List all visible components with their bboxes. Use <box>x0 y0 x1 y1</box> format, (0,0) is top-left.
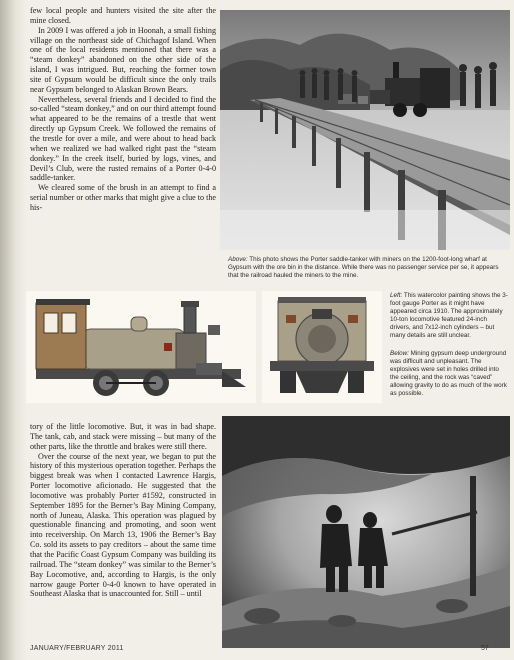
paragraph: Nevertheless, several friends and I decided to find the so-called “steam donkey,” and on our third attempt found what appeared to be the remains of a trestle that went directly up Gypsum Creek. We followed the remains of the trestle for over a mile, and were about to head back when we realized we had walked right past the “steam donkey.” In the creek itself, buried by logs, vines, and Devil’s Club, were the rusted remains of a Porter 0-4-0 saddle-tanker. <box>30 94 216 183</box>
underground-mining-photo <box>222 416 510 648</box>
caption-lead: Below: <box>390 350 409 357</box>
locomotive-side-painting <box>26 291 256 403</box>
paragraph: We cleared some of the brush in an attempt to find a serial number or other marks that might give a clue to the his- <box>30 183 216 212</box>
caption-below <box>390 350 508 399</box>
paragraph: tory of the little locomotive. But, it was in bad shape. The tank, cab, and stack were missing – but many of the other parts, like the throttle and brakes were still there. <box>30 422 216 451</box>
binding-shadow <box>0 0 26 660</box>
caption-lead: Above: <box>228 256 248 263</box>
wharf-locomotive-photo <box>220 10 510 250</box>
caption-above <box>228 256 508 280</box>
caption-lead: Left: <box>390 292 403 299</box>
locomotive-front-painting <box>262 291 382 403</box>
article-column-1 <box>30 6 216 213</box>
paragraph: In 2009 I was offered a job in Hoonah, a small fishing village on the northeast side of Chichagof Island. When one of the local residents mentioned that there was a “steam donkey” abandoned on the other side of the island, I was intrigued. But, reaching the former town site of Gypsum would be difficult since the only trails near Gypsum belonged to Alaskan Brown Bears. <box>30 25 216 94</box>
article-column-2 <box>30 422 216 599</box>
caption-left <box>390 292 508 341</box>
page-number: 57 <box>481 645 489 652</box>
paragraph: Over the course of the next year, we began to put the history of this mysterious operation together. Perhaps the biggest break was when I contacted Lawrence Hargis, Porter locomotive aficionado. He suggested that the locomotive was probably Porter #1592, constructed in September 1895 for the Berner’s Bay Mining Company, north of Juneau, Alaska. This operation was plagued by questionable financing and promoting, and soon went into receivership. On March 13, 1906 the Berner’s Bay Co. sold its assets to pay creditors – about the same time that the Pacific Coast Gypsum Company was building its railroad. The “steam donkey” was similar to the Berner’s Bay Locomotive, and, according to Hargis, is the only narrow gauge Porter 0-4-0 known to have operated in Southeast Alaska that is unaccounted for. Still – until <box>30 451 216 599</box>
issue-date: JANUARY/FEBRUARY 2011 <box>30 645 124 652</box>
paragraph: few local people and hunters visited the site after the mine closed. <box>30 6 216 25</box>
caption-body: This watercolor painting shows the 3-foot gauge Porter as it might have appeared circa 1910. The approximately 10-ton locomotive featured 24-inch drivers, and 7x12-inch cylinders – but many details are still unclear. <box>390 292 508 340</box>
caption-body: Mining gypsum deep underground was difficult and unpleasant. The explosives were set in holes drilled into the ceiling, and the rock was “caved” allowing gravity to do as much of the work as possible. <box>390 350 507 398</box>
caption-body: This photo shows the Porter saddle-tanker with miners on the 1200-foot-long wharf at Gypsum with the ore bin in the distance. While there was no passenger service per se, it appears that the railroad hauled the miners to the mine. <box>228 256 499 280</box>
